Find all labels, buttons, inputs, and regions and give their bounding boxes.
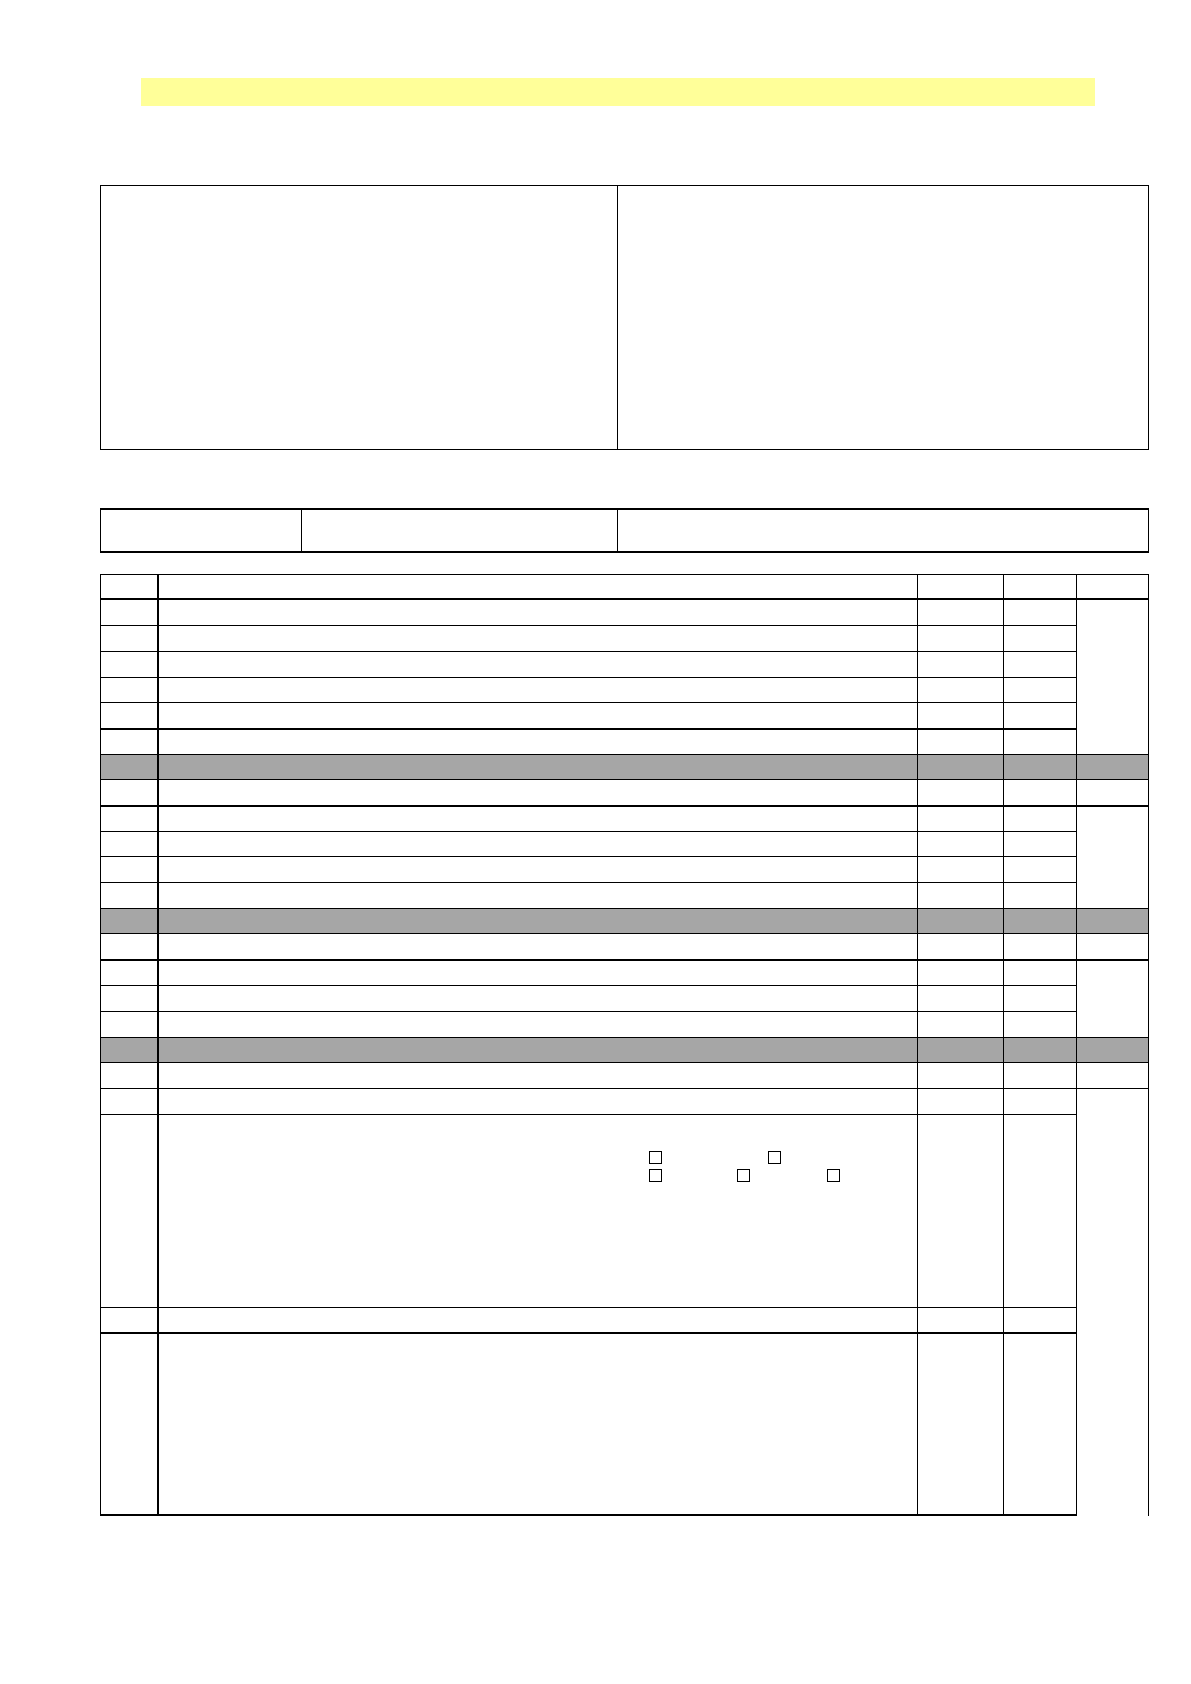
table-rule (917, 574, 918, 1516)
table-rule (100, 1037, 1149, 1038)
table-rule (100, 1514, 1077, 1516)
info-box (100, 185, 1149, 450)
table-rule (100, 805, 1149, 807)
table-rule (100, 702, 1077, 703)
table-rule (1076, 574, 1077, 1516)
section-header-row (100, 908, 1149, 933)
table-rule (100, 933, 1149, 934)
header-strip-divider-1 (301, 508, 302, 553)
table-rule (100, 856, 1077, 857)
table-rule (100, 574, 101, 1516)
table-rule (100, 1088, 1149, 1089)
header-strip-divider-2 (617, 508, 618, 553)
table-rule (100, 1011, 1077, 1012)
table-rule (100, 1114, 1077, 1115)
checkbox[interactable] (768, 1151, 781, 1164)
table-rule (157, 574, 159, 1516)
checklist-table (100, 574, 1149, 1516)
table-rule (100, 677, 1077, 678)
table-rule (100, 651, 1077, 652)
table-rule (100, 908, 1149, 909)
checkbox[interactable] (649, 1169, 662, 1182)
header-strip (100, 508, 1149, 553)
table-rule (100, 1307, 1077, 1308)
table-rule (100, 1332, 1077, 1334)
table-rule (1003, 574, 1004, 1516)
table-rule (100, 779, 1149, 780)
table-rule (100, 1062, 1149, 1063)
table-rule (100, 625, 1077, 626)
table-rule (100, 831, 1077, 832)
table-rule (100, 728, 1077, 730)
table-rule (100, 574, 1149, 575)
table-rule (100, 882, 1077, 883)
table-rule (100, 959, 1149, 961)
checkbox[interactable] (649, 1151, 662, 1164)
checkbox[interactable] (737, 1169, 750, 1182)
section-header-row (100, 754, 1149, 779)
table-rule (1148, 574, 1149, 1516)
document-title-band (141, 78, 1095, 106)
table-rule (100, 598, 1149, 600)
info-box-divider (617, 185, 618, 450)
checkbox[interactable] (827, 1169, 840, 1182)
table-rule (100, 754, 1149, 755)
table-rule (100, 985, 1077, 986)
section-header-row (100, 1037, 1149, 1062)
